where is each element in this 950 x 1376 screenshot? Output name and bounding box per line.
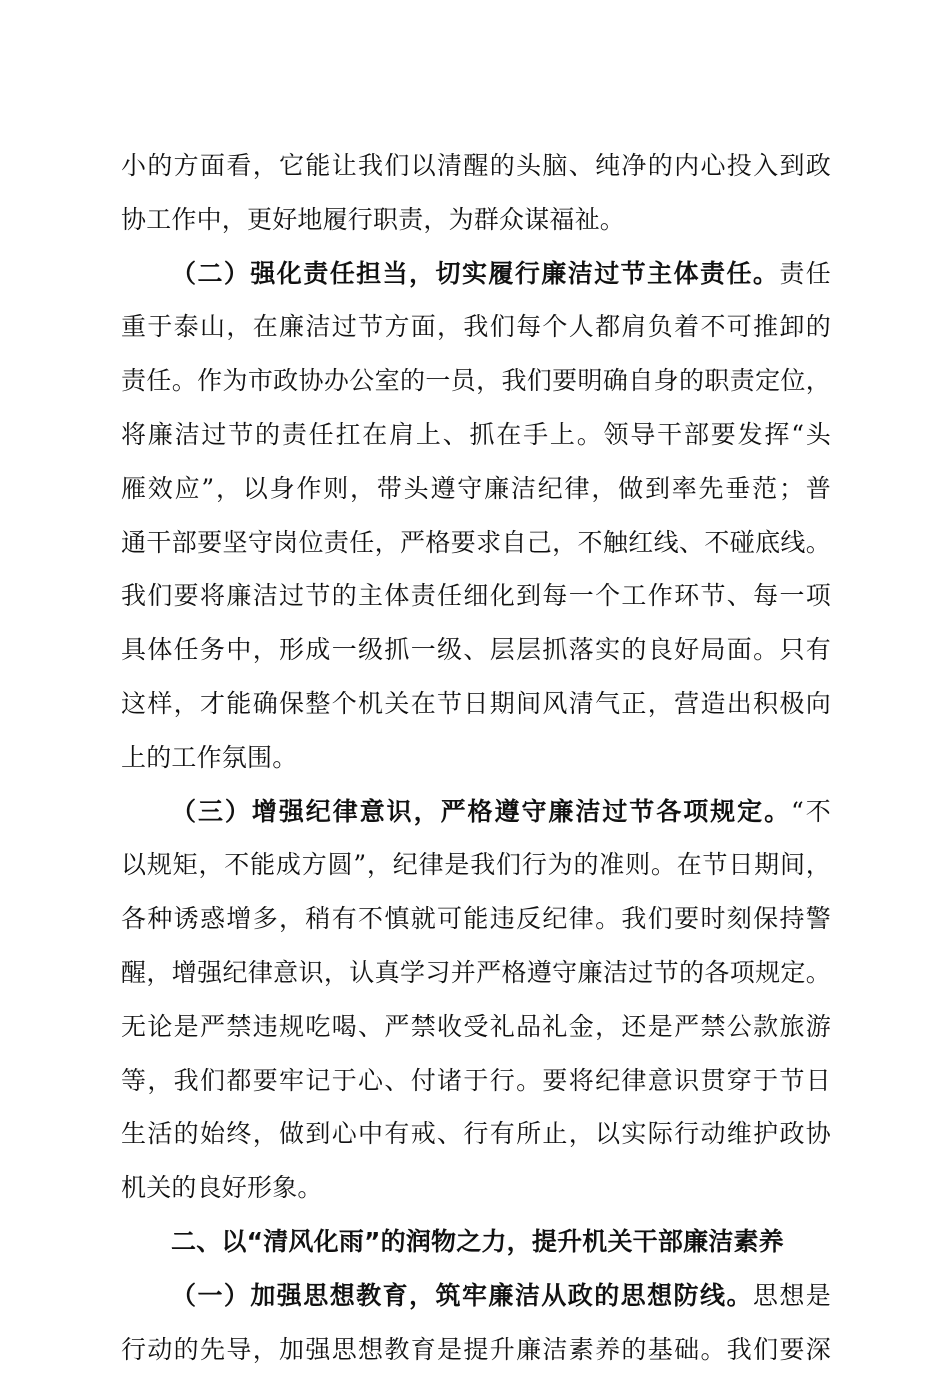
text-line: 机关的良好形象。 <box>121 1173 323 1203</box>
text-line: 各种诱惑增多，稍有不慎就可能违反纪律。我们要时刻保持警 <box>121 904 831 934</box>
text-line: 生活的始终，做到心中有戒、行有所止，以实际行动维护政协 <box>121 1119 831 1149</box>
paragraph-line <box>121 785 831 839</box>
text-line: 我们要将廉洁过节的主体责任细化到每一个工作环节、每一项 <box>121 581 831 611</box>
text-line: 等，我们都要牢记于心、付诸于行。要将纪律意识贯穿于节日 <box>121 1065 831 1095</box>
paragraph-text: 思想是 <box>752 1280 831 1310</box>
text-line: 雁效应”，以身作则，带头遵守廉洁纪律，做到率先垂范；普 <box>121 473 831 503</box>
subheading-three: （三）增强纪律意识，严格遵守廉洁过节各项规定。 <box>171 796 792 826</box>
paragraph-line <box>121 247 831 301</box>
text-line: 以规矩，不能成方圆”，纪律是我们行为的准则。在节日期间， <box>121 850 831 880</box>
paragraph-line <box>121 1269 831 1323</box>
text-line: 重于泰山，在廉洁过节方面，我们每个人都肩负着不可推卸的 <box>121 312 831 342</box>
text-line: 小的方面看，它能让我们以清醒的头脑、纯净的内心投入到政 <box>121 151 831 180</box>
paragraph-text: “不 <box>791 796 831 826</box>
text-line: 将廉洁过节的责任扛在肩上、抓在手上。领导干部要发挥“头 <box>121 419 831 449</box>
text-line: 协工作中，更好地履行职责，为群众谋福祉。 <box>121 204 626 234</box>
text-line: 通干部要坚守岗位责任，严格要求自己，不触红线、不碰底线。 <box>121 527 831 557</box>
subheading-one: （一）加强思想教育，筑牢廉洁从政的思想防线。 <box>171 1280 753 1310</box>
text-line: 醒，增强纪律意识，认真学习并严格遵守廉洁过节的各项规定。 <box>121 957 831 987</box>
body-text <box>121 139 831 1376</box>
text-line: 这样，才能确保整个机关在节日期间风清气正，营造出积极向 <box>121 688 831 718</box>
text-line: 行动的先导，加强思想教育是提升廉洁素养的基础。我们要深 <box>121 1334 831 1364</box>
text-line: 上的工作氛围。 <box>121 742 298 772</box>
paragraph-text: 责任 <box>779 258 831 288</box>
text-line: 无论是严禁违规吃喝、严禁收受礼品礼金，还是严禁公款旅游 <box>121 1011 831 1041</box>
text-line: 责任。作为市政协办公室的一员，我们要明确自身的职责定位， <box>121 366 831 396</box>
section-heading-two: 二、以“清风化雨”的润物之力，提升机关干部廉洁素养 <box>171 1226 784 1256</box>
subheading-two: （二）强化责任担当，切实履行廉洁过节主体责任。 <box>171 258 780 288</box>
text-line: 具体任务中，形成一级抓一级、层层抓落实的良好局面。只有 <box>121 635 831 665</box>
